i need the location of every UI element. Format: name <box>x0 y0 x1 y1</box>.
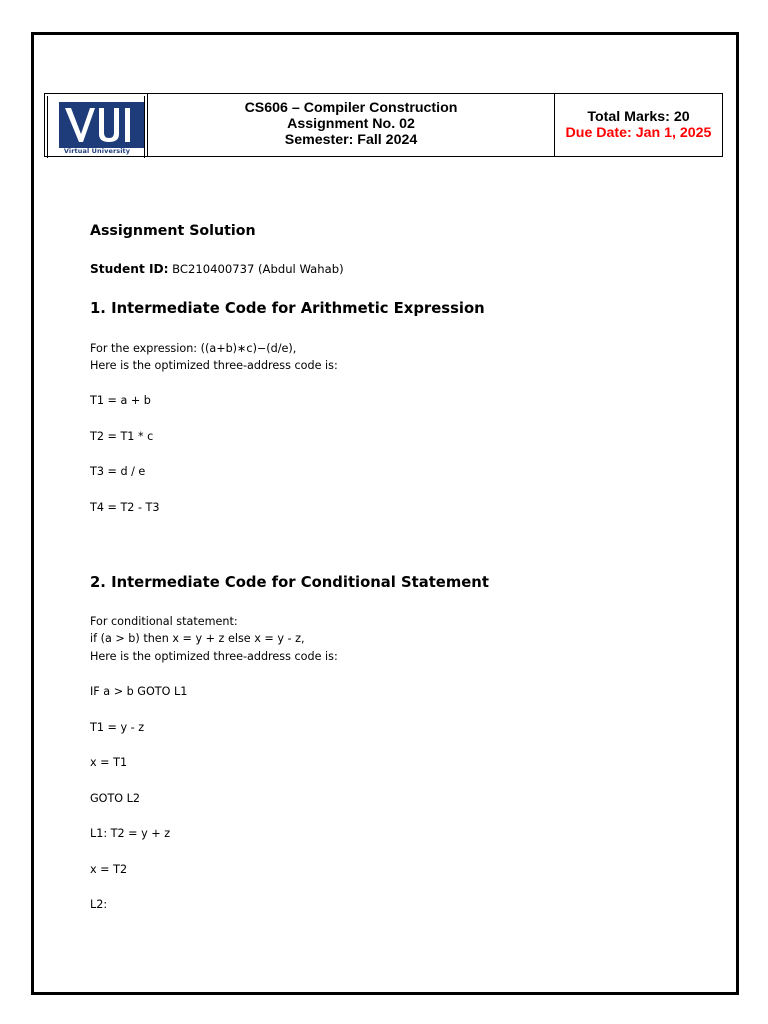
vu-logo-glyph <box>59 102 144 148</box>
section2-heading: 2. Intermediate Code for Conditional Statement <box>90 574 489 591</box>
code-line: GOTO L2 <box>90 792 141 805</box>
code-line: IF a > b GOTO L1 <box>90 685 188 698</box>
logo-cell <box>45 94 148 156</box>
vu-logo-mark <box>59 102 144 148</box>
code-line: T3 = d / e <box>90 465 146 478</box>
code-line: L2: <box>90 898 108 911</box>
section1-heading: 1. Intermediate Code for Arithmetic Expression <box>90 300 485 317</box>
header-table <box>44 93 723 157</box>
student-id-label: Student ID: <box>90 262 169 276</box>
logo-caption: Virtual University <box>63 147 131 155</box>
code-line: T1 = y - z <box>90 721 145 734</box>
code-line: T4 = T2 - T3 <box>90 501 160 514</box>
section2-intro-line2: if (a > b) then x = y + z else x = y - z, <box>90 632 305 645</box>
due-date: Due Date: Jan 1, 2025 <box>565 125 712 141</box>
code-line: T1 = a + b <box>90 394 151 407</box>
section1-intro-line2: Here is the optimized three-address code is: <box>90 359 338 372</box>
vu-logo <box>47 96 145 158</box>
section1-intro-line1: For the expression: ((a+b)∗c)−(d/e), <box>90 342 297 355</box>
semester: Semester: Fall 2024 <box>284 132 418 148</box>
marks-cell <box>555 94 722 156</box>
section2-intro-line3: Here is the optimized three-address code is: <box>90 650 338 663</box>
section2-intro-line1: For conditional statement: <box>90 615 238 628</box>
code-line: T2 = T1 * c <box>90 430 154 443</box>
code-line: x = T2 <box>90 863 128 876</box>
code-line: L1: T2 = y + z <box>90 827 171 840</box>
title-cell <box>148 94 555 156</box>
assignment-number: Assignment No. 02 <box>287 116 415 132</box>
student-id <box>90 262 344 276</box>
student-id-value: BC210400737 (Abdul Wahab) <box>172 262 344 276</box>
code-line: x = T1 <box>90 756 128 769</box>
course-title: CS606 – Compiler Construction <box>244 100 458 116</box>
solution-heading: Assignment Solution <box>90 223 256 239</box>
total-marks: Total Marks: 20 <box>587 109 690 125</box>
